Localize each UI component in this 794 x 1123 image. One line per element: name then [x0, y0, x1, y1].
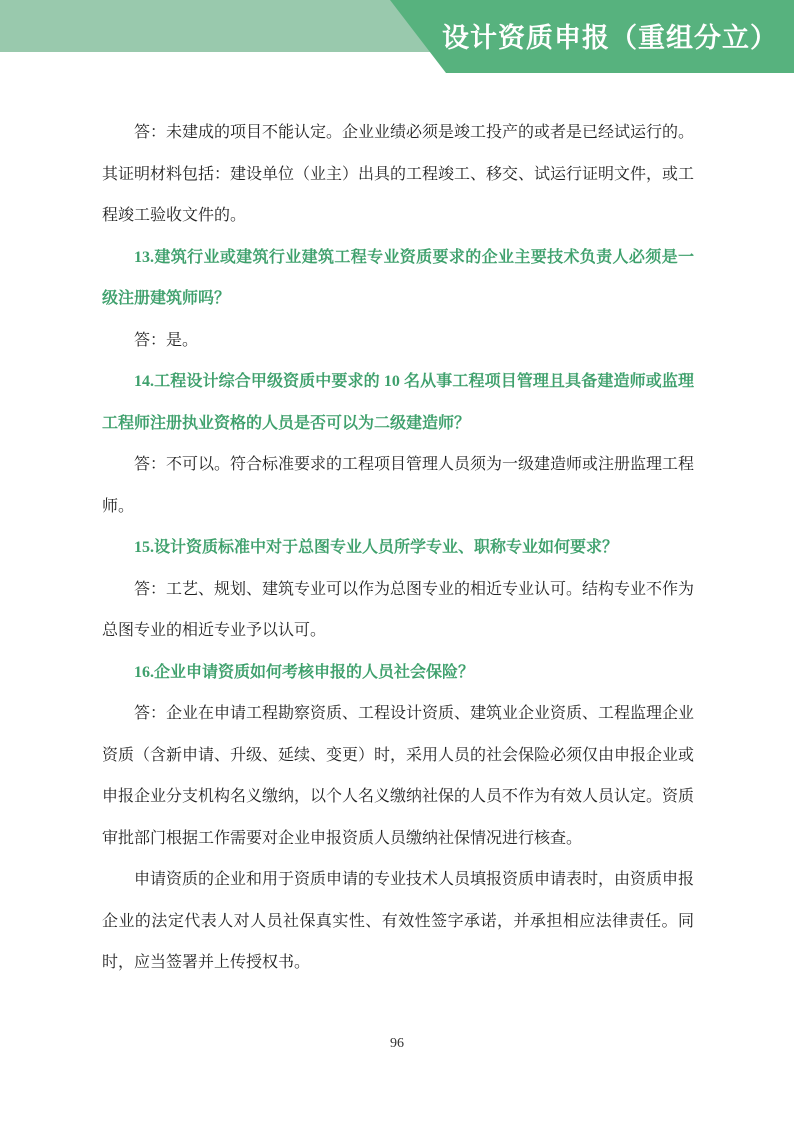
- paragraph-question-14: 14.工程设计综合甲级资质中要求的 10 名从事工程项目管理且具备建造师或监理工程师注册执业资格的人员是否可以为二级建造师？: [102, 373, 694, 432]
- paragraph-answer-14: 答：不可以。符合标准要求的工程项目管理人员须为一级建造师或注册监理工程师。: [102, 456, 695, 515]
- paragraph-question-15: 15.设计资质标准中对于总图专业人员所学专业、职称专业如何要求？: [134, 539, 619, 556]
- paragraph-question-13: 13.建筑行业或建筑行业建筑工程专业资质要求的企业主要技术负责人必须是一级注册建筑师吗？: [102, 248, 694, 307]
- paragraph-answer-13: 答：是。: [134, 331, 199, 349]
- paragraph-answer-12: 答：未建成的项目不能认定。企业业绩必须是竣工投产的或者是已经试运行的。其证明材料包括：建设单位（业主）出具的工程竣工、移交、试运行证明文件，或工程竣工验收文件的。: [102, 124, 695, 224]
- paragraph-question-16: 16.企业申请资质如何考核申报的人员社会保险？: [134, 663, 475, 681]
- paragraph-answer-15: 答：工艺、规划、建筑专业可以作为总图专业的相近专业认可。结构专业不作为总图专业的相近专业予以认可。: [102, 580, 695, 639]
- page-number: 96: [390, 1036, 404, 1051]
- paragraph-answer-16b: 申请资质的企业和用于资质申请的专业技术人员填报资质申请表时，由资质申报企业的法定代表人对人员社保真实性、有效性签字承诺，并承担相应法律责任。同时，应当签署并上传授权书。: [102, 871, 695, 971]
- document-body: [102, 112, 694, 984]
- page-header-title: 设计资质申报（重组分立）: [442, 23, 778, 53]
- paragraph-answer-16a: 答：企业在申请工程勘察资质、工程设计资质、建筑业企业资质、工程监理企业资质（含新申请、升级、延续、变更）时，采用人员的社会保险必须仅由申报企业或申报企业分支机构名义缴纳，以个人名义缴纳社保的人员不作为有效人员认定。资质审批部门根据工作需要对企业申报资质人员缴纳社保情况进行核查。: [102, 705, 695, 847]
